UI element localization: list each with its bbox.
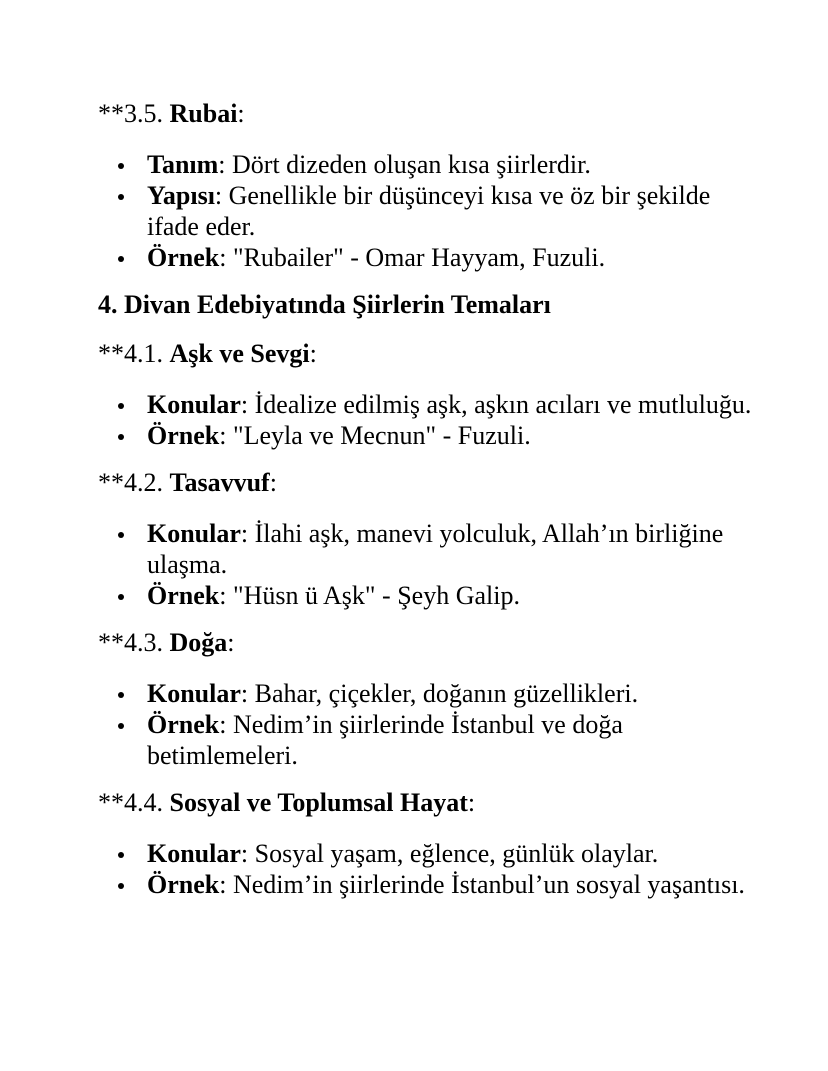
bullet-icon: [118, 723, 124, 729]
list-item: Yapısı: Genellikle bir düşünceyi kısa ve öz bir şekilde ifade eder.: [98, 180, 758, 242]
bullet-list-3-5: [98, 149, 758, 273]
list-item: Örnek: "Hüsn ü Aşk" - Şeyh Galip.: [98, 580, 758, 611]
section-heading-4-4: **4.4. Sosyal ve Toplumsal Hayat:: [98, 788, 476, 817]
list-item: Konular: Sosyal yaşam, eğlence, günlük olaylar.: [98, 838, 758, 869]
section-heading-4-1: **4.1. Aşk ve Sevgi:: [98, 339, 317, 368]
list-item: Konular: İlahi aşk, manevi yolculuk, Allah’ın birliğine ulaşma.: [98, 518, 758, 580]
list-item: Örnek: Nedim’in şiirlerinde İstanbul ve doğa betimlemeleri.: [98, 709, 758, 771]
bullet-icon: [118, 194, 124, 200]
list-item: Örnek: "Rubailer" - Omar Hayyam, Fuzuli.: [98, 242, 758, 273]
bullet-icon: [118, 852, 124, 858]
bullet-icon: [118, 594, 124, 600]
bullet-icon: [118, 403, 124, 409]
bullet-icon: [118, 532, 124, 538]
bullet-icon: [118, 256, 124, 262]
bullet-list-4-4: [98, 838, 758, 900]
document-page: [98, 98, 758, 916]
bullet-icon: [118, 434, 124, 440]
list-item: Örnek: "Leyla ve Mecnun" - Fuzuli.: [98, 420, 758, 451]
bullet-icon: [118, 163, 124, 169]
bullet-list-4-2: [98, 518, 758, 611]
bullet-icon: [118, 883, 124, 889]
section-heading-3-5: **3.5. Rubai:: [98, 99, 245, 128]
section-heading-4-2: **4.2. Tasavvuf:: [98, 468, 277, 497]
bullet-list-4-3: [98, 678, 758, 771]
list-item: Tanım: Dört dizeden oluşan kısa şiirlerdir.: [98, 149, 758, 180]
list-item: Konular: İdealize edilmiş aşk, aşkın acıları ve mutluluğu.: [98, 389, 758, 420]
list-item: Örnek: Nedim’in şiirlerinde İstanbul’un sosyal yaşantısı.: [98, 869, 758, 900]
main-heading: 4. Divan Edebiyatında Şiirlerin Temaları: [98, 290, 551, 319]
list-item: Konular: Bahar, çiçekler, doğanın güzellikleri.: [98, 678, 758, 709]
section-heading-4-3: **4.3. Doğa:: [98, 628, 235, 657]
bullet-icon: [118, 692, 124, 698]
bullet-list-4-1: [98, 389, 758, 451]
